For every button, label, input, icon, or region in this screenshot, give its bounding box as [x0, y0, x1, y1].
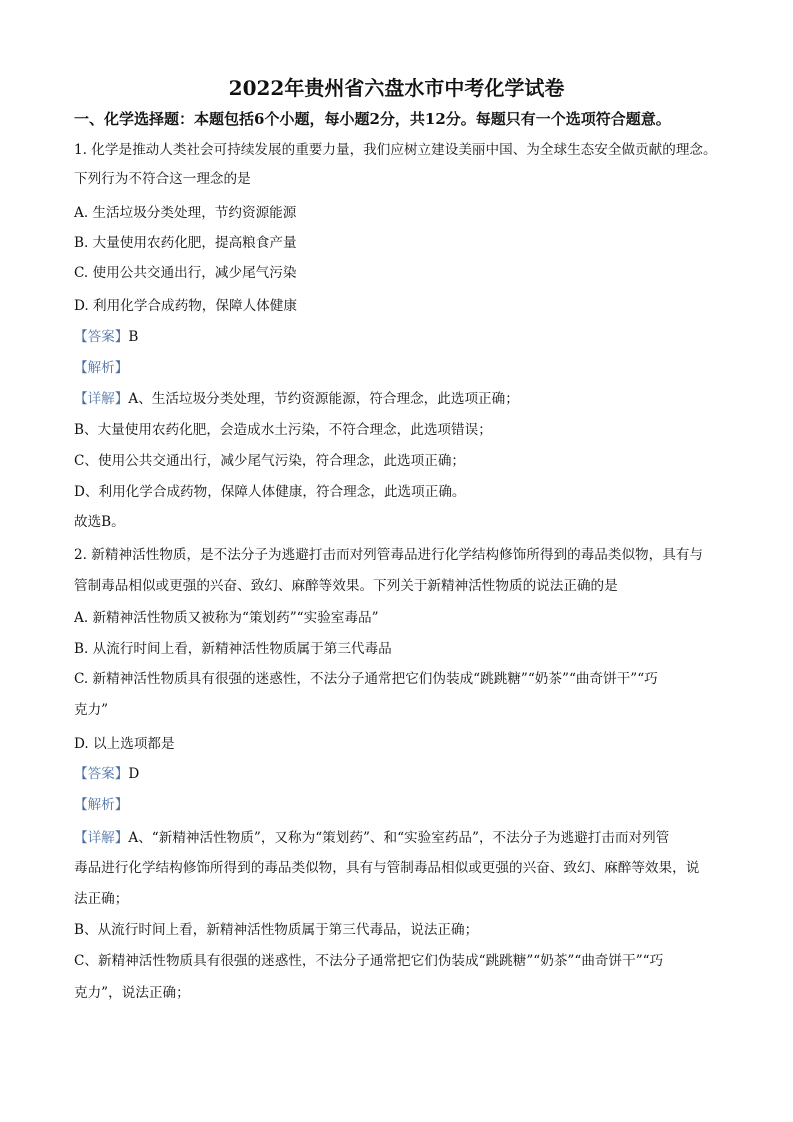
line-text: 故选B。	[74, 514, 125, 530]
text-line	[74, 577, 618, 595]
line-text: 1. 化学是推动人类社会可持续发展的重要力量，我们应树立建设美丽中国、为全球生态安全做贡献的理念。	[74, 142, 717, 158]
label-tag: 【解析】	[74, 797, 129, 813]
text-line	[74, 204, 296, 222]
line-text: C. 新精神活性物质具有很强的迷惑性，不法分子通常把它们伪装成“跳跳糖”“奶茶”“曲奇饼干”“巧	[74, 671, 658, 687]
line-text: B. 从流行时间上看，新精神活性物质属于第三代毒品	[74, 641, 392, 657]
line-text: B. 大量使用农药化肥，提高粮食产量	[74, 235, 297, 251]
line-text: 毒品进行化学结构修饰所得到的毒品类似物，具有与管制毒品相似或更强的兴奋、致幻、麻醉等效果，说	[74, 860, 700, 876]
line-text: A. 新精神活性物质又被称为“策划药”“实验室毒品”	[74, 610, 379, 626]
line-text: 下列行为不符合这一理念的是	[74, 171, 251, 187]
line-text: A. 生活垃圾分类处理，节约资源能源	[74, 205, 297, 221]
text-line	[74, 452, 465, 470]
text-line	[74, 670, 658, 688]
text-line	[74, 170, 251, 188]
line-text: C、新精神活性物质具有很强的迷惑性，不法分子通常把它们伪装成“跳跳糖”“奶茶”“曲奇饼干”“巧	[74, 953, 664, 969]
line-text: 管制毒品相似或更强的兴奋、致幻、麻醉等效果。下列关于新精神活性物质的说法正确的是	[74, 578, 618, 594]
label-tag: 【答案】	[74, 766, 129, 782]
text-line	[74, 421, 492, 439]
text-line	[74, 234, 297, 252]
text-line	[74, 141, 717, 159]
line-text: C、使用公共交通出行，减少尾气污染，符合理念，此选项正确；	[74, 453, 466, 469]
text-line	[74, 921, 478, 939]
label-tag: 【详解】	[74, 391, 129, 407]
line-text: D、利用化学合成药物，保障人体健康，符合理念，此选项正确。	[74, 484, 466, 500]
label-tag: 【解析】	[74, 360, 129, 376]
line-text: B	[128, 329, 139, 345]
text-line	[74, 546, 703, 564]
line-text: D. 利用化学合成药物，保障人体健康	[74, 298, 297, 314]
line-text: A、“新精神活性物质”，又称为“策划药”、和“实验室药品”，不法分子为逃避打击而对列管	[128, 830, 670, 846]
line-text: A、生活垃圾分类处理，节约资源能源，符合理念，此选项正确；	[128, 391, 519, 407]
line-text: B、从流行时间上看，新精神活性物质属于第三代毒品，说法正确；	[74, 922, 479, 938]
text-line	[74, 513, 125, 531]
text-line	[74, 829, 669, 847]
text-line	[74, 328, 138, 346]
line-text: B、大量使用农药化肥，会造成水土污染，不符合理念，此选项错误；	[74, 422, 492, 438]
text-line	[74, 390, 519, 408]
label-tag: 【答案】	[74, 329, 129, 345]
text-line	[74, 890, 128, 908]
text-line	[74, 796, 128, 814]
line-text: D. 以上选项都是	[74, 736, 175, 752]
text-line	[74, 859, 699, 877]
text-line	[74, 483, 466, 501]
text-line	[74, 264, 296, 282]
text-line	[74, 640, 392, 658]
line-text: 法正确；	[74, 891, 129, 907]
text-line	[74, 952, 663, 970]
text-line	[74, 359, 128, 377]
text-line	[74, 701, 108, 719]
section-heading: 一、化学选择题：本题包括6个小题，每小题2分，共12分。每题只有一个选项符合题意。	[74, 110, 671, 128]
text-line	[74, 765, 139, 783]
line-text: 克力”	[74, 702, 109, 718]
line-text: C. 使用公共交通出行，减少尾气污染	[74, 265, 297, 281]
label-tag: 【详解】	[74, 830, 129, 846]
line-text: 克力”，说法正确；	[74, 985, 190, 1001]
page-title: 2022年贵州省六盘水市中考化学试卷	[228, 76, 565, 100]
text-line	[74, 984, 190, 1002]
text-line	[74, 297, 297, 315]
text-line	[74, 609, 379, 627]
line-text: 2. 新精神活性物质，是不法分子为逃避打击而对列管毒品进行化学结构修饰所得到的毒品类似物，具有与	[74, 547, 704, 563]
line-text: D	[128, 766, 140, 782]
text-line	[74, 735, 175, 753]
